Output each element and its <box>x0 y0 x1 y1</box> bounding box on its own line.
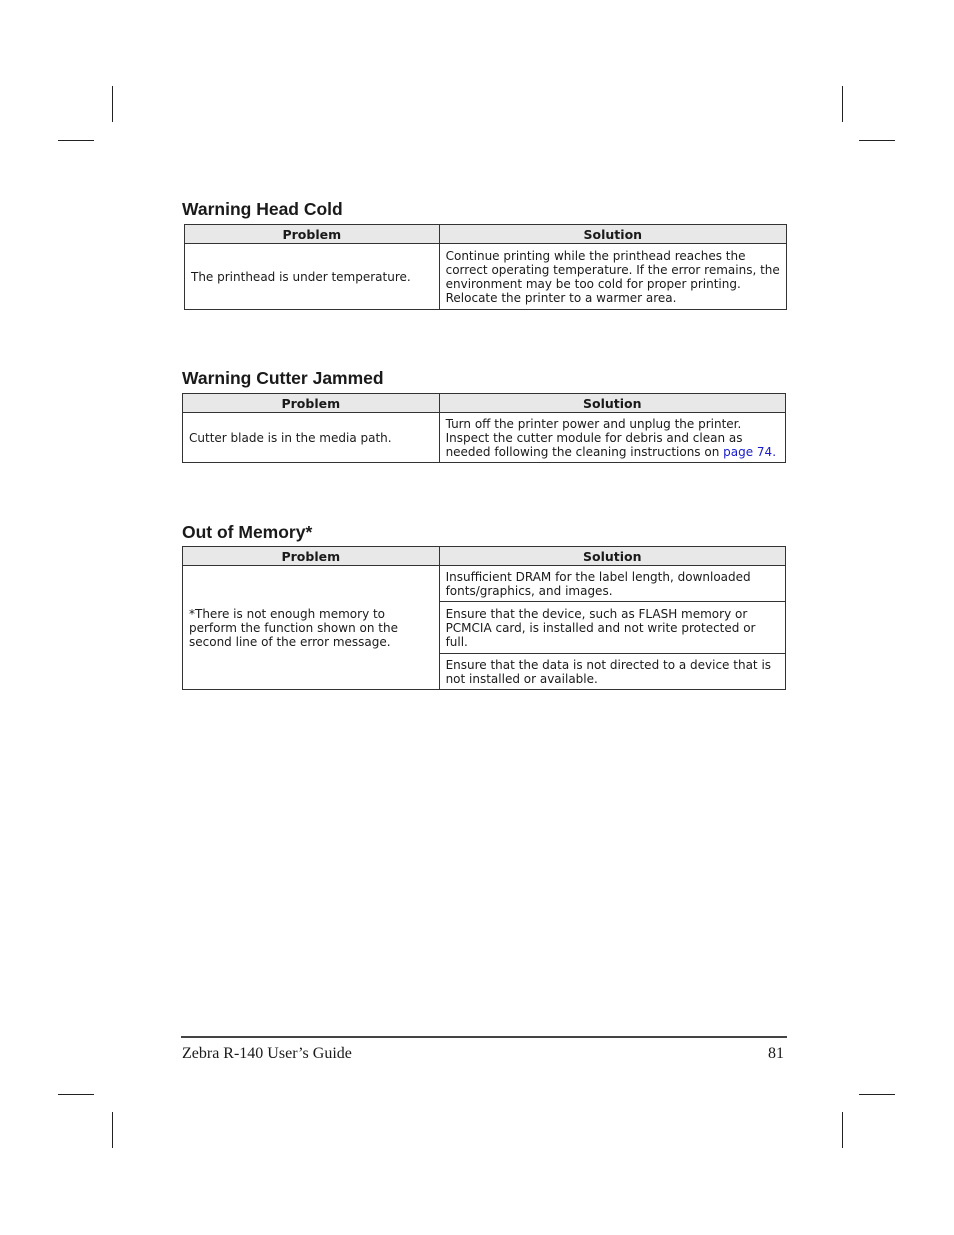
footer-guide-title: Zebra R-140 User’s Guide <box>182 1045 352 1062</box>
page-link[interactable]: page 74 <box>723 444 773 459</box>
head-cold-table <box>184 224 787 310</box>
section-title-warning-cutter-jammed: Warning Cutter Jammed <box>182 368 384 388</box>
table-header-row <box>183 394 786 413</box>
table-header-row <box>185 225 787 244</box>
problem-cell: Cutter blade is in the media path. <box>183 413 440 463</box>
problem-header: Problem <box>183 547 440 566</box>
problem-cell: *There is not enough memory to perform the function shown on the second line of the error message. <box>183 566 440 690</box>
solution-end: . <box>772 444 777 459</box>
table-header-row <box>183 547 786 566</box>
crop-mark <box>58 140 94 141</box>
solution-cell: Continue printing while the printhead reaches the correct operating temperature. If the error remains, the environment may be too cold for proper printing. Relocate the printer to a warmer area. <box>439 244 786 310</box>
solution-cell: Insufficient DRAM for the label length, downloaded fonts/graphics, and images. <box>439 566 785 602</box>
solution-header: Solution <box>439 547 785 566</box>
solution-cell <box>439 413 785 463</box>
out-of-memory-table <box>182 546 786 690</box>
solution-cell: Ensure that the data is not directed to a device that is not installed or available. <box>439 654 785 690</box>
problem-header: Problem <box>183 394 440 413</box>
table-row <box>183 413 786 463</box>
crop-mark <box>112 1112 113 1148</box>
cutter-jammed-table <box>182 393 786 463</box>
crop-mark <box>112 86 113 122</box>
crop-mark <box>842 86 843 122</box>
footer-page-number: 81 <box>768 1045 784 1062</box>
problem-cell: The printhead is under temperature. <box>185 244 440 310</box>
crop-mark <box>859 1094 895 1095</box>
crop-mark <box>842 1112 843 1148</box>
problem-header: Problem <box>185 225 440 244</box>
footer-rule <box>181 1036 787 1038</box>
section-title-out-of-memory: Out of Memory* <box>182 522 313 542</box>
solution-cell: Ensure that the device, such as FLASH memory or PCMCIA card, is installed and not write protected or full. <box>439 602 785 654</box>
crop-mark <box>859 140 895 141</box>
solution-header: Solution <box>439 394 785 413</box>
table-row <box>183 566 786 602</box>
section-title-warning-head-cold: Warning Head Cold <box>182 199 343 219</box>
crop-mark <box>58 1094 94 1095</box>
table-row <box>185 244 787 310</box>
solution-header: Solution <box>439 225 786 244</box>
solution-text: Turn off the printer power and unplug the printer. Inspect the cutter module for debris and clean as needed following the cleaning instructions on <box>445 416 743 459</box>
